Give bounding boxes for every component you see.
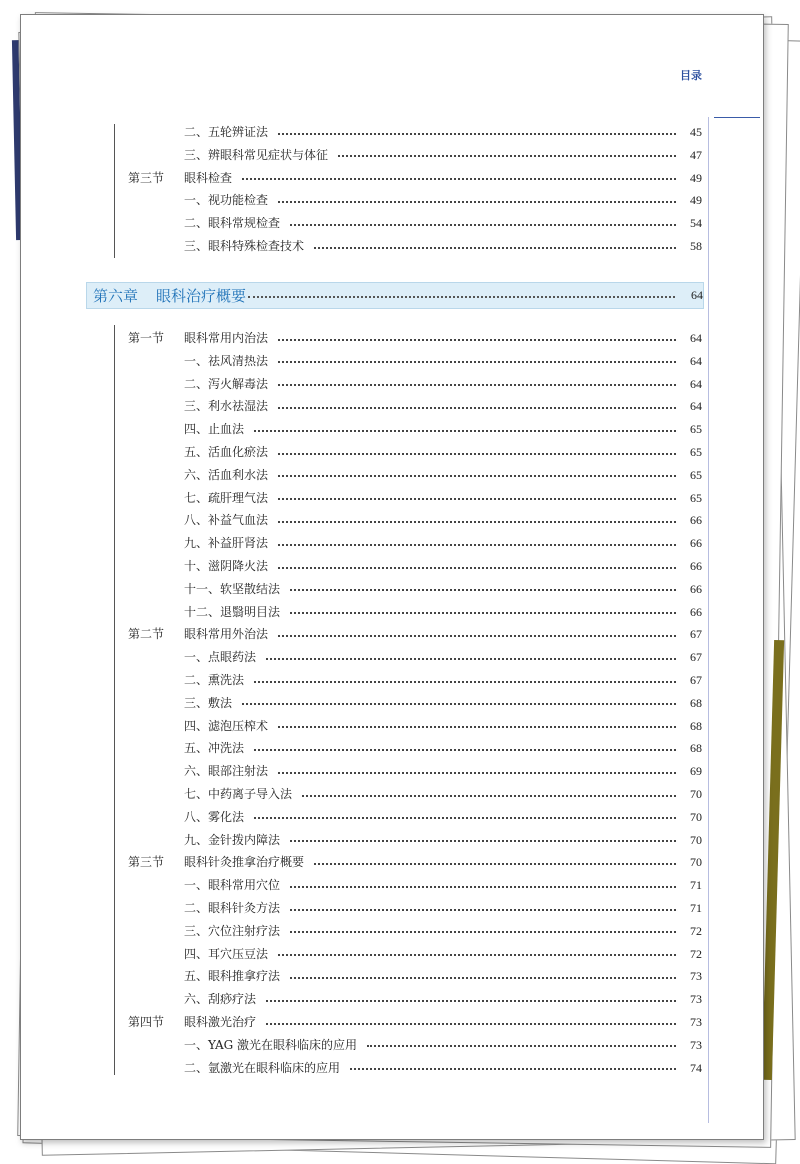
toc-section-entry[interactable] [128,169,702,187]
toc-subsection-entry[interactable] [128,922,702,940]
leader-dots [242,702,676,705]
toc-subsection-entry[interactable] [128,739,702,757]
leader-dots [278,200,676,203]
entry-page-number: 73 [690,1015,702,1029]
entry-page-number: 66 [690,513,702,528]
entry-page-number: 64 [690,331,702,345]
entry-title: 十二、退翳明目法 [184,604,281,619]
entry-page-number: 66 [690,536,702,551]
entry-page-number: 70 [690,855,702,870]
leader-dots [278,497,676,500]
entry-page-number: 49 [690,170,702,185]
leader-dots [266,1022,676,1025]
entry-title: 六、活血利水法 [184,467,269,482]
toc-subsection-entry[interactable] [128,648,702,666]
entry-page-number: 73 [690,1037,702,1052]
entry-page-number: 64 [690,376,702,391]
toc-subsection-entry[interactable] [128,671,702,689]
entry-title: 九、金针拨内障法 [184,832,281,847]
entry-title: 二、氩激光在眼科临床的应用 [184,1060,341,1075]
toc-subsection-entry[interactable] [128,123,702,141]
entry-page-number: 73 [690,969,702,984]
leader-dots [278,725,676,728]
entry-title: 眼科针灸推拿治疗概要 [184,855,305,870]
leader-dots [290,930,676,933]
toc-subsection-entry[interactable] [128,237,702,255]
leader-dots [338,154,676,157]
section-bracket-line [114,124,115,258]
entry-page-number: 73 [690,992,702,1007]
entry-title: 二、眼科常规检查 [184,216,281,231]
toc-subsection-entry[interactable] [128,443,702,461]
toc-subsection-entry[interactable] [128,899,702,917]
entry-title: 眼科检查 [184,170,233,185]
entry-page-number: 66 [690,559,702,573]
header-rule [714,117,760,118]
leader-dots [254,680,676,683]
entry-title: 眼科常用外治法 [184,627,269,642]
entry-page-number: 68 [690,718,702,733]
entry-page-number: 67 [690,673,702,687]
leader-dots [278,771,676,774]
entry-page-number: 72 [690,923,702,938]
entry-title: 六、刮痧疗法 [184,992,257,1007]
section-label: 第三节 [128,170,165,185]
section-label: 第三节 [128,855,165,870]
toc-section-entry[interactable] [128,329,702,347]
entry-title: 十一、软坚散结法 [184,581,281,596]
entry-title: 一、祛风清热法 [184,353,269,368]
entry-page-number: 70 [690,787,702,801]
entry-title: 一、视功能检查 [184,193,269,208]
entry-page-number: 72 [690,946,702,961]
leader-dots [302,794,676,797]
entry-title: 眼科常用内治法 [184,331,269,345]
entry-page-number: 67 [690,650,702,665]
toc-subsection-entry[interactable] [128,580,702,598]
toc-subsection-entry[interactable] [128,1059,702,1077]
leader-dots [266,999,676,1002]
entry-page-number: 58 [690,239,702,253]
toc-subsection-entry[interactable] [128,534,702,552]
toc-subsection-entry[interactable] [128,489,702,507]
entry-page-number: 45 [690,125,702,139]
entry-page-number: 47 [690,147,702,162]
leader-dots [290,839,676,842]
entry-page-number: 68 [690,741,702,756]
page-header-label: 目录 [680,69,702,82]
entry-title: 二、眼科针灸方法 [184,901,281,915]
section-label: 第二节 [128,627,165,642]
entry-page-number: 71 [690,878,702,893]
leader-dots [278,953,676,956]
entry-page-number: 49 [690,193,702,208]
chapter-number: 第六章 [93,287,139,305]
toc-subsection-entry[interactable] [128,557,702,575]
toc-section-entry[interactable] [128,625,702,643]
toc-subsection-entry[interactable] [128,785,702,803]
section-label: 第四节 [128,1015,165,1029]
entry-page-number: 65 [690,490,702,505]
leader-dots [290,611,676,614]
toc-subsection-entry[interactable] [128,191,702,209]
toc-subsection-entry[interactable] [128,1036,702,1054]
toc-subsection-entry[interactable] [128,967,702,985]
toc-subsection-entry[interactable] [128,945,702,963]
entry-title: 二、泻火解毒法 [184,376,269,391]
toc-subsection-entry[interactable] [128,420,702,438]
toc-subsection-entry[interactable] [128,375,702,393]
toc-subsection-entry[interactable] [128,808,702,826]
toc-subsection-entry[interactable] [128,603,702,621]
entry-title: 一、眼科常用穴位 [184,878,281,893]
entry-page-number: 70 [690,832,702,847]
entry-page-number: 66 [690,581,702,596]
entry-title: 二、五轮辨证法 [184,125,269,139]
entry-title: 三、敷法 [184,695,233,710]
entry-title: 眼科激光治疗 [184,1015,257,1029]
entry-title: 八、补益气血法 [184,513,269,528]
toc-subsection-entry[interactable] [128,990,702,1008]
entry-page-number: 74 [690,1060,702,1075]
toc-section-entry[interactable] [128,1013,702,1031]
entry-title: 七、中药离子导入法 [184,787,293,801]
leader-dots [278,338,676,341]
toc-subsection-entry[interactable] [128,511,702,529]
entry-title: 六、眼部注射法 [184,764,269,779]
entry-title: 四、耳穴压豆法 [184,946,269,961]
entry-title: 三、眼科特殊检查技术 [184,239,305,253]
leader-dots [254,429,676,432]
leader-dots [278,520,676,523]
entry-title: 九、补益肝肾法 [184,536,269,551]
entry-page-number: 64 [690,353,702,368]
leader-dots [278,360,676,363]
leader-dots [278,634,676,637]
leader-dots [278,406,676,409]
entry-page-number: 68 [690,695,702,710]
leader-dots [278,566,676,569]
leader-dots [314,246,676,249]
toc-subsection-entry[interactable] [128,876,702,894]
entry-page-number: 54 [690,216,702,231]
leader-dots [290,588,676,591]
leader-dots [314,862,676,865]
entry-title: 二、熏洗法 [184,673,245,687]
toc-section-entry[interactable] [128,853,702,871]
entry-title: 四、止血法 [184,422,245,437]
chapter-title: 眼科治疗概要 [156,287,247,305]
leader-dots [290,885,676,888]
entry-page-number: 69 [690,764,702,779]
leader-dots [248,295,675,298]
section-label: 第一节 [128,331,165,345]
entry-page-number: 67 [690,627,702,642]
toc-subsection-entry[interactable] [128,214,702,232]
entry-title: 一、点眼药法 [184,650,257,665]
entry-title: 四、滤泡压榨术 [184,718,269,733]
leader-dots [242,177,676,180]
leader-dots [266,657,676,660]
entry-page-number: 70 [690,809,702,824]
toc-subsection-entry[interactable] [128,352,702,370]
entry-title: 五、冲洗法 [184,741,245,756]
leader-dots [367,1044,676,1047]
chapter-page-number: 64 [691,288,703,302]
entry-page-number: 65 [690,445,702,459]
entry-title: 三、辨眼科常见症状与体征 [184,147,329,162]
toc-subsection-entry[interactable] [128,397,702,415]
toc-subsection-entry[interactable] [128,694,702,712]
entry-page-number: 64 [690,399,702,414]
entry-title: 三、利水祛湿法 [184,399,269,414]
leader-dots [254,748,676,751]
leader-dots [278,474,676,477]
toc-subsection-entry[interactable] [128,762,702,780]
entry-title: 七、疏肝理气法 [184,490,269,505]
entry-page-number: 65 [690,422,702,437]
leader-dots [350,1067,676,1070]
toc-subsection-entry[interactable] [128,831,702,849]
toc-subsection-entry[interactable] [128,717,702,735]
leader-dots [290,223,676,226]
toc-subsection-entry[interactable] [128,466,702,484]
entry-title: 三、穴位注射疗法 [184,923,281,938]
entry-title: 五、眼科推拿疗法 [184,969,281,984]
toc-subsection-entry[interactable] [128,146,702,164]
leader-dots [290,908,676,911]
leader-dots [290,976,676,979]
leader-dots [254,816,676,819]
entry-title: 八、雾化法 [184,809,245,824]
section-bracket-line [114,325,115,1075]
entry-title: 十、滋阴降火法 [184,559,269,573]
leader-dots [278,543,676,546]
entry-title: 五、活血化瘀法 [184,445,269,459]
leader-dots [278,132,676,135]
chapter-heading[interactable] [86,282,704,309]
leader-dots [278,383,676,386]
entry-title: 一、YAG 激光在眼科临床的应用 [184,1037,358,1052]
entry-page-number: 71 [690,901,702,915]
entry-page-number: 65 [690,467,702,482]
side-rule [708,117,709,1123]
entry-page-number: 66 [690,604,702,619]
leader-dots [278,452,676,455]
